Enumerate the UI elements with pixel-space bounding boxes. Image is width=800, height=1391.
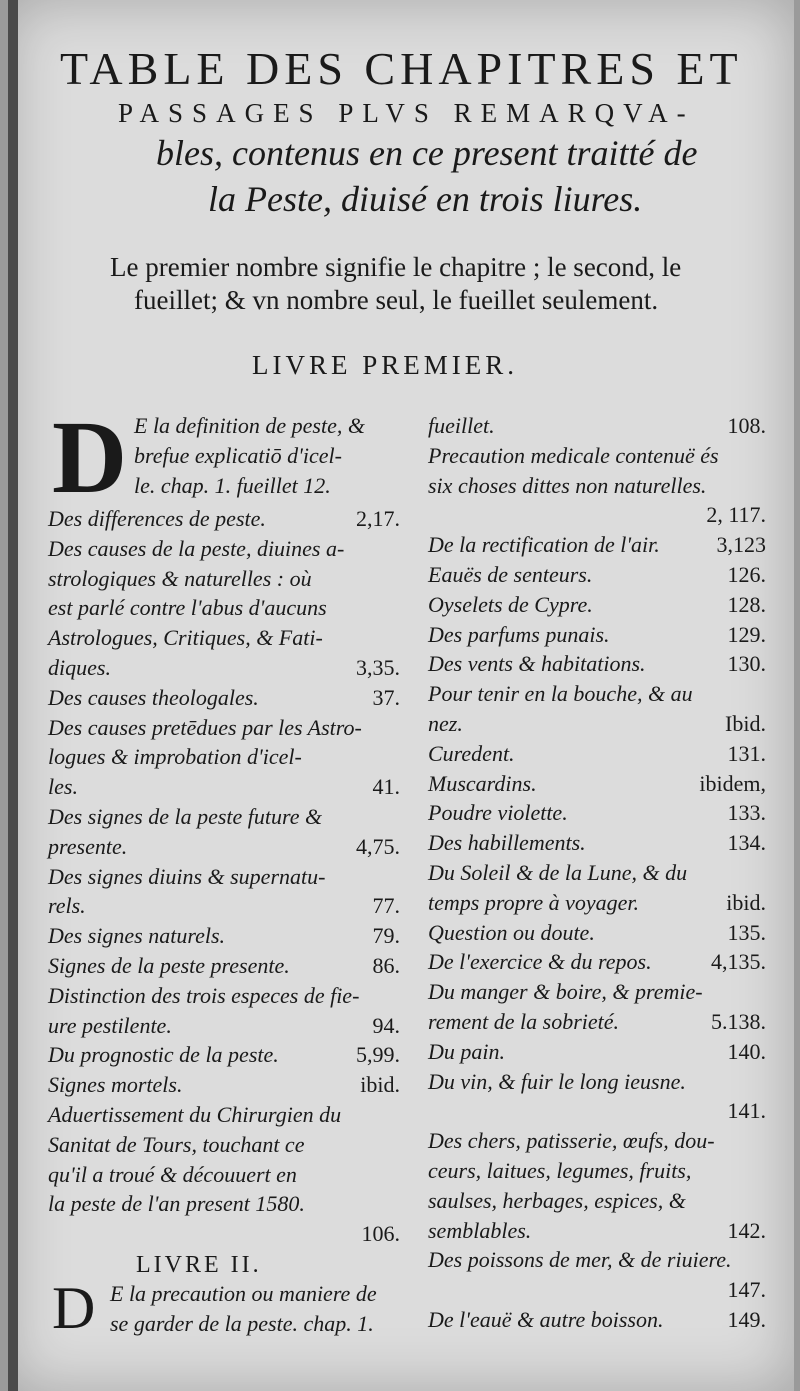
entry-text: Signes de la peste presente. xyxy=(48,953,290,978)
toc-entry xyxy=(48,624,400,652)
toc-entry-book2 xyxy=(48,1310,400,1338)
entry-text: Pour tenir en la bouche, & au xyxy=(428,681,693,707)
toc-entry-right xyxy=(428,650,766,678)
toc-entry xyxy=(48,1012,400,1040)
entry-page-number: ibidem, xyxy=(699,770,766,796)
toc-entry-right xyxy=(428,919,766,947)
toc-entry-right xyxy=(428,531,766,559)
entry-text: Des causes pretēdues par les Astro- xyxy=(48,714,362,740)
entry-text: Aduertissement du Chirurgien du xyxy=(48,1102,342,1127)
toc-entry-first xyxy=(48,472,400,500)
toc-entry xyxy=(48,982,400,1010)
entry-text: Muscardins. xyxy=(428,770,537,796)
title-line-4: la Peste, diuisé en trois liures. xyxy=(208,179,643,219)
entry-page-number: 108. xyxy=(727,413,766,438)
toc-entry-right xyxy=(428,770,766,798)
entry-page-number: 130. xyxy=(727,651,766,677)
entry-page-number: 4,75. xyxy=(356,833,400,859)
entry-text: Du vin, & fuir le long ieusne. xyxy=(428,1068,686,1094)
entry-page-number: 5.138. xyxy=(711,1009,766,1034)
toc-entry xyxy=(48,833,400,861)
toc-entry xyxy=(48,684,400,712)
toc-entry-right xyxy=(428,501,766,529)
entry-text: Des signes diuins & supernatu- xyxy=(48,863,326,889)
toc-entry-right xyxy=(428,1246,766,1274)
entry-text: saulses, herbages, espices, & xyxy=(428,1187,686,1213)
entry-text: rels. xyxy=(48,893,86,919)
entry-text: Oyselets de Cypre. xyxy=(428,591,593,617)
toc-entry-right xyxy=(428,1068,766,1096)
entry-page-number: ibid. xyxy=(360,1072,400,1098)
entry-text: rement de la sobrieté. xyxy=(428,1009,620,1034)
toc-entry-right xyxy=(428,1276,766,1304)
toc-entry xyxy=(48,1071,400,1099)
entry-text: De l'exercice & du repos. xyxy=(428,949,652,975)
entry-text: Astrologues, Critiques, & Fati- xyxy=(48,625,323,651)
entry-text: Du prognostic de la peste. xyxy=(48,1042,279,1068)
toc-entry-right xyxy=(428,561,766,589)
entry-text: fueillet. xyxy=(428,413,495,438)
entry-text: De la rectification de l'air. xyxy=(428,532,660,558)
toc-entry xyxy=(48,505,400,533)
entry-text: Des parfums punais. xyxy=(428,621,610,647)
toc-entry-first xyxy=(48,412,400,440)
toc-entry-right xyxy=(428,1306,766,1334)
entry-text: Des vents & habitations. xyxy=(428,651,646,677)
toc-entry-right xyxy=(428,799,766,827)
toc-entry xyxy=(48,565,400,593)
entry-text: diques. xyxy=(48,655,111,680)
entry-page-number: ibid. xyxy=(726,889,766,915)
entry-page-number: 140. xyxy=(727,1038,766,1064)
drop-cap-2: D xyxy=(52,1275,96,1341)
toc-entry-book2 xyxy=(48,1280,400,1308)
entry-text: De l'eauë & autre boisson. xyxy=(428,1307,664,1332)
entry-text: Sanitat de Tours, touchant ce xyxy=(48,1131,305,1157)
entry-text: presente. xyxy=(48,833,128,859)
toc-entry xyxy=(48,594,400,622)
entry-text: Des habillements. xyxy=(428,830,586,856)
entry-text: Du Soleil & de la Lune, & du xyxy=(428,860,688,885)
entry-page-number: 3,123 xyxy=(716,532,766,558)
toc-entry-right xyxy=(428,859,766,887)
entry-text: se garder de la peste. chap. 1. xyxy=(110,1311,374,1336)
toc-entry-right xyxy=(428,412,766,440)
entry-text: le. chap. 1. fueillet 12. xyxy=(134,473,331,498)
entry-page-number: 41. xyxy=(372,774,400,800)
entry-text: Du pain. xyxy=(428,1038,505,1064)
entry-page-number: 142. xyxy=(727,1217,766,1243)
entry-text: Des signes naturels. xyxy=(48,923,226,949)
toc-entry-right xyxy=(428,740,766,768)
toc-entry-right xyxy=(428,948,766,976)
toc-entry-first xyxy=(48,442,400,470)
entry-text: Question ou doute. xyxy=(428,919,595,945)
toc-entry-right xyxy=(428,829,766,857)
entry-page-number: 135. xyxy=(727,919,766,945)
entry-text: brefue explicatiō d'icel- xyxy=(134,443,342,468)
toc-entry-right xyxy=(428,472,766,500)
toc-entry xyxy=(48,892,400,920)
entry-text: la peste de l'an present 1580. xyxy=(48,1191,305,1217)
entry-text: E la precaution ou maniere de xyxy=(110,1281,377,1306)
entry-text: Signes mortels. xyxy=(48,1072,183,1098)
entry-page-number: 79. xyxy=(372,923,400,949)
page-spine xyxy=(8,0,18,1391)
entry-text: semblables. xyxy=(428,1217,532,1243)
entry-text: Des differences de peste. xyxy=(48,506,266,531)
entry-page-number: 149. xyxy=(727,1307,766,1332)
toc-entry xyxy=(48,654,400,682)
toc-entry-right xyxy=(428,1008,766,1036)
toc-entry xyxy=(48,1190,400,1218)
toc-entry xyxy=(48,1101,400,1129)
entry-text: Curedent. xyxy=(428,740,515,766)
entry-page-number: 86. xyxy=(372,953,400,978)
entry-text: temps propre à voyager. xyxy=(428,889,639,915)
entry-page-number: 134. xyxy=(727,830,766,856)
entry-text: Des poissons de mer, & de riuiere. xyxy=(428,1247,732,1273)
entry-page-number: 37. xyxy=(372,684,400,710)
toc-entry-right xyxy=(428,1127,766,1155)
entry-text: E la definition de peste, & xyxy=(134,413,365,438)
toc-entry xyxy=(48,714,400,742)
entry-text: ure pestilente. xyxy=(48,1012,172,1038)
entry-text: Des signes de la peste future & xyxy=(48,804,323,829)
entry-page-number: 131. xyxy=(727,740,766,766)
toc-entry-right xyxy=(428,1038,766,1066)
toc-entry xyxy=(48,535,400,563)
entry-text: nez. xyxy=(428,711,463,736)
toc-entry-right xyxy=(428,591,766,619)
entry-page-number: 126. xyxy=(727,562,766,587)
title-line-2: PASSAGES PLVS REMARQVA- xyxy=(118,98,695,128)
intro-line-2: fueillet; & vn nombre seul, le fueillet seulement. xyxy=(134,285,659,315)
entry-text: qu'il a troué & découuert en xyxy=(48,1161,297,1187)
book-2-heading: LIVRE II. xyxy=(136,1252,262,1278)
entry-page-number: 129. xyxy=(727,621,766,647)
entry-page-number: 4,135. xyxy=(711,949,766,975)
toc-entry-right xyxy=(428,1157,766,1185)
entry-text: Precaution medicale contenuë és xyxy=(428,442,719,468)
drop-cap-1: D xyxy=(52,400,128,515)
toc-entry-right xyxy=(428,889,766,917)
entry-text: strologiques & naturelles : où xyxy=(48,565,312,591)
toc-entry-right xyxy=(428,442,766,470)
entry-page-number: 128. xyxy=(727,591,766,617)
entry-text: Du manger & boire, & premie- xyxy=(428,979,703,1005)
entry-text: Des chers, patisserie, œufs, dou- xyxy=(428,1128,715,1154)
entry-text: Distinction des trois especes de fie- xyxy=(48,982,360,1008)
toc-entry-right xyxy=(428,1097,766,1125)
entry-page-number: 147. xyxy=(727,1277,766,1303)
entry-text: ceurs, laitues, legumes, fruits, xyxy=(428,1158,692,1183)
entry-page-number: 2,17. xyxy=(356,506,400,531)
toc-entry-right xyxy=(428,978,766,1006)
toc-entry xyxy=(48,803,400,831)
toc-entry xyxy=(48,1041,400,1069)
toc-entry-right xyxy=(428,710,766,738)
entry-page-number: Ibid. xyxy=(725,711,766,736)
toc-entry xyxy=(48,952,400,980)
entry-page-number: 77. xyxy=(372,893,400,919)
entry-text: Des causes theologales. xyxy=(48,684,259,710)
entry-page-number: 3,35. xyxy=(356,655,400,680)
toc-entry xyxy=(48,1131,400,1159)
entry-page-number: 106. xyxy=(361,1221,400,1247)
entry-text: Eauës de senteurs. xyxy=(428,562,593,587)
entry-page-number: 5,99. xyxy=(356,1042,400,1068)
toc-entry xyxy=(48,773,400,801)
title-line-3: bles, contenus en ce present traitté de xyxy=(156,133,698,173)
title-line-1: TABLE DES CHAPITRES ET xyxy=(60,43,743,94)
toc-entry-right xyxy=(428,680,766,708)
book-1-heading: LIVRE PREMIER. xyxy=(252,350,519,380)
entry-page-number: 2, 117. xyxy=(706,502,766,528)
toc-entry-right xyxy=(428,621,766,649)
toc-entry xyxy=(48,743,400,771)
book-page xyxy=(8,0,794,1391)
entry-text: les. xyxy=(48,774,78,800)
entry-text: Des causes de la peste, diuines a- xyxy=(48,535,345,561)
toc-entry xyxy=(48,922,400,950)
entry-page-number: 133. xyxy=(727,800,766,826)
entry-page-number: 94. xyxy=(372,1012,400,1038)
entry-page-number: 141. xyxy=(727,1098,766,1124)
toc-entry-right xyxy=(428,1217,766,1245)
toc-entry xyxy=(48,1161,400,1189)
entry-text: Poudre violette. xyxy=(428,800,568,826)
toc-entry xyxy=(48,1220,400,1248)
entry-text: est parlé contre l'abus d'aucuns xyxy=(48,595,327,621)
intro-line-1: Le premier nombre signifie le chapitre ; le second, le xyxy=(110,252,682,282)
toc-entry xyxy=(48,863,400,891)
toc-entry-right xyxy=(428,1187,766,1215)
entry-text: six choses dittes non naturelles. xyxy=(428,472,707,498)
entry-text: logues & improbation d'icel- xyxy=(48,744,302,770)
